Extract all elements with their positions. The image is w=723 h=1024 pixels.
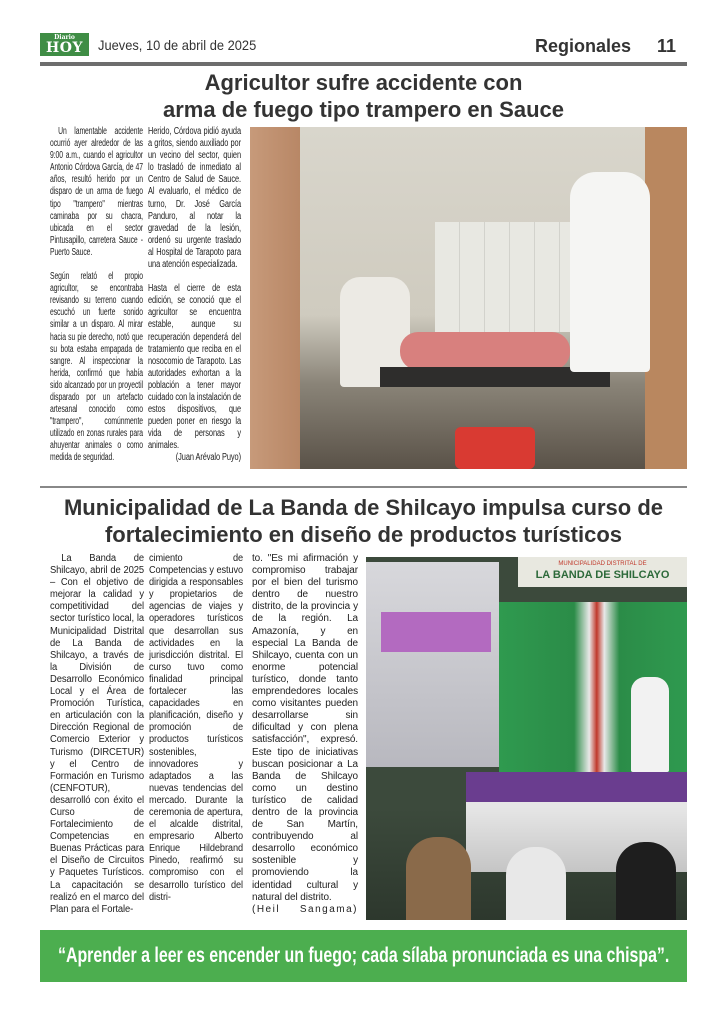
photo-sign bbox=[518, 557, 687, 587]
header-rule bbox=[40, 62, 687, 66]
paragraph: Hasta el cierre de esta edición, se conoció que el agricultor se encuentra estable, aunque su recuperación dependerá del tratamiento que reciba en el nosocomio de Tarapoto. Las autoridades exhortan a la población a tener mayor cuidado con la instalación de estos dispositivos, que pueden poner en riesgo la vida de personas y animales. bbox=[148, 283, 241, 452]
newspaper-logo bbox=[40, 33, 89, 56]
photo-person-standing bbox=[570, 172, 650, 372]
article1-headline bbox=[40, 69, 687, 123]
article2-headline bbox=[40, 494, 687, 548]
page-number: 11 bbox=[657, 36, 677, 56]
paragraph: to. "Es mi afirmación y compromiso trabajar por el bien del turismo dentro de nuestro distrito, de la provincia y de la región. La Amazonía, y en especial La Banda de Shilcayo, cuenta con un enorme potencial turístico, donde tanto emprendedores locales como visitantes pueden desarrollarse sin dificultad y con plena satisfacción", expresó. Este tipo de iniciativas buscan posicionar a La Banda de Shilcayo como un destino turístico de calidad dentro de la provincia de San Martín, contribuyendo al desarrollo económico sostenible y promoviendo la identidad cultural y natural del distrito. bbox=[252, 553, 358, 903]
logo-big-text: HOY bbox=[46, 40, 83, 56]
headline-line: fortalecimiento en diseño de productos turísticos bbox=[104, 522, 623, 547]
section-name: Regionales bbox=[535, 36, 632, 56]
column-text bbox=[252, 553, 358, 916]
article2-column-3 bbox=[252, 553, 358, 916]
byline: (Juan Arévalo Puyo) bbox=[175, 452, 241, 464]
headline-line: Municipalidad de La Banda de Shilcayo impulsa curso de bbox=[63, 495, 664, 520]
photo-table-cloth bbox=[466, 772, 687, 802]
paragraph: Herido, Córdova pidió ayuda a gritos, siendo auxiliado por un vecino del sector, quien lo trasladó de inmediato al Centro de Salud de Sauce. Al evaluarlo, el médico de turno, Dr. José García Panduro, al notar la gravedad de la lesión, ordenó su urgente traslado al Hospital de Tarapoto para una atención especializada. bbox=[148, 126, 241, 271]
quote-text: “Aprender a leer es encender un fuego; cada sílaba pronunciada es una chispa”. bbox=[58, 944, 670, 967]
article2-column-1 bbox=[50, 553, 144, 916]
photo-chair bbox=[506, 847, 566, 920]
quote-banner bbox=[40, 930, 687, 982]
headline-line: Agricultor sufre accidente con bbox=[204, 70, 523, 95]
paragraph: Un lamentable accidente ocurrió ayer alrededor de las 9:00 a.m., cuando el agricultor Antonio Córdova García, de 47 años, resultó herido por un disparo de un arma de fuego tipo "trampero" mientras caminaba por su chacra, ubicada en el sector Pintusapillo, carretera Sauce - Puerto Sauce. bbox=[50, 126, 143, 258]
quote-wrap bbox=[58, 930, 669, 982]
column-text bbox=[50, 553, 144, 916]
paragraph: La Banda de Shilcayo, abril de 2025 – Con el objetivo de mejorar la calidad y competitividad del sector turístico local, la Municipalidad Distrital de La Banda de Shilcayo, a través de la División de Desarrollo Económico Local y el Área de Promoción Turística, en articulación con la Dirección Regional de Comercio Exterior y Turismo (DIRCETUR) y el Centro de Formación en Turismo (CENFOTUR), desarrolló con éxito el Curso de Fortalecimiento de Competencias en Buenas Prácticas para el Diseño de Circuitos y Paquetes Turísticos. La capacitación se realizó en el marco del Plan para el Fortale- bbox=[50, 553, 144, 915]
headline-line-wrap bbox=[40, 96, 687, 123]
headline-line-wrap bbox=[40, 69, 687, 96]
headline-line-wrap bbox=[40, 494, 687, 521]
sign-small-text: MUNICIPALIDAD DISTRITAL DE bbox=[558, 561, 647, 567]
logo-small-text: Diario bbox=[54, 34, 75, 41]
article-separator bbox=[40, 486, 687, 488]
paragraph: cimiento de Competencias y estuvo dirigida a responsables y propietarios de agencias de viajes y operadores turísticos que desarrollan sus actividades en la jurisdicción distrital. El curso tuvo como finalidad principal fortalecer las capacidades en planificación, diseño y promoción de productos turísticos sostenibles, innovadores y adaptados a las nuevas tendencias del mercado. Durante la ceremonia de apertura, el alcalde distrital, empresario Alberto Enrique Hildebrand Pinedo, reafirmó su compromiso con el desarrollo turístico del distri- bbox=[149, 553, 243, 903]
column-text bbox=[148, 126, 241, 465]
byline: (Heil Sangama) bbox=[252, 903, 358, 915]
column-text bbox=[149, 553, 243, 904]
article1-column-1 bbox=[50, 126, 143, 465]
paragraph: Según relató el propio agricultor, se encontraba revisando su terreno cuando escuchó un fuerte sonido similar a un disparo. Al mirar hacia su pie derecho, notó que su bota estaba empapada de sangre. Al inspeccionar la herida, confirmó que había sido alcanzado por un proyectil disparado por un artefacto artesanal conocido como "trampero", comúnmente utilizado en zonas rurales para ahuyentar animales o como medida de seguridad. bbox=[50, 271, 143, 464]
photo-wall bbox=[645, 127, 687, 469]
photo-audience-member bbox=[616, 842, 676, 920]
issue-date: Jueves, 10 de abril de 2025 bbox=[98, 37, 257, 53]
headline-line: arma de fuego tipo trampero en Sauce bbox=[163, 97, 564, 122]
article1-column-2 bbox=[148, 126, 241, 465]
headline-line-wrap bbox=[40, 521, 687, 548]
photo-door bbox=[250, 127, 300, 469]
photo-red-chair bbox=[455, 427, 535, 469]
photo-speaker bbox=[631, 677, 669, 772]
sign-big-text: LA BANDA DE SHILCAYO bbox=[535, 569, 670, 581]
photo-slide bbox=[381, 612, 491, 652]
article1-photo bbox=[250, 127, 687, 469]
photo-projection-screen bbox=[366, 562, 499, 767]
column-text bbox=[50, 126, 143, 465]
photo-audience-member bbox=[406, 837, 471, 920]
article2-photo bbox=[366, 557, 687, 920]
article2-column-2 bbox=[149, 553, 243, 904]
photo-patient bbox=[400, 332, 570, 370]
